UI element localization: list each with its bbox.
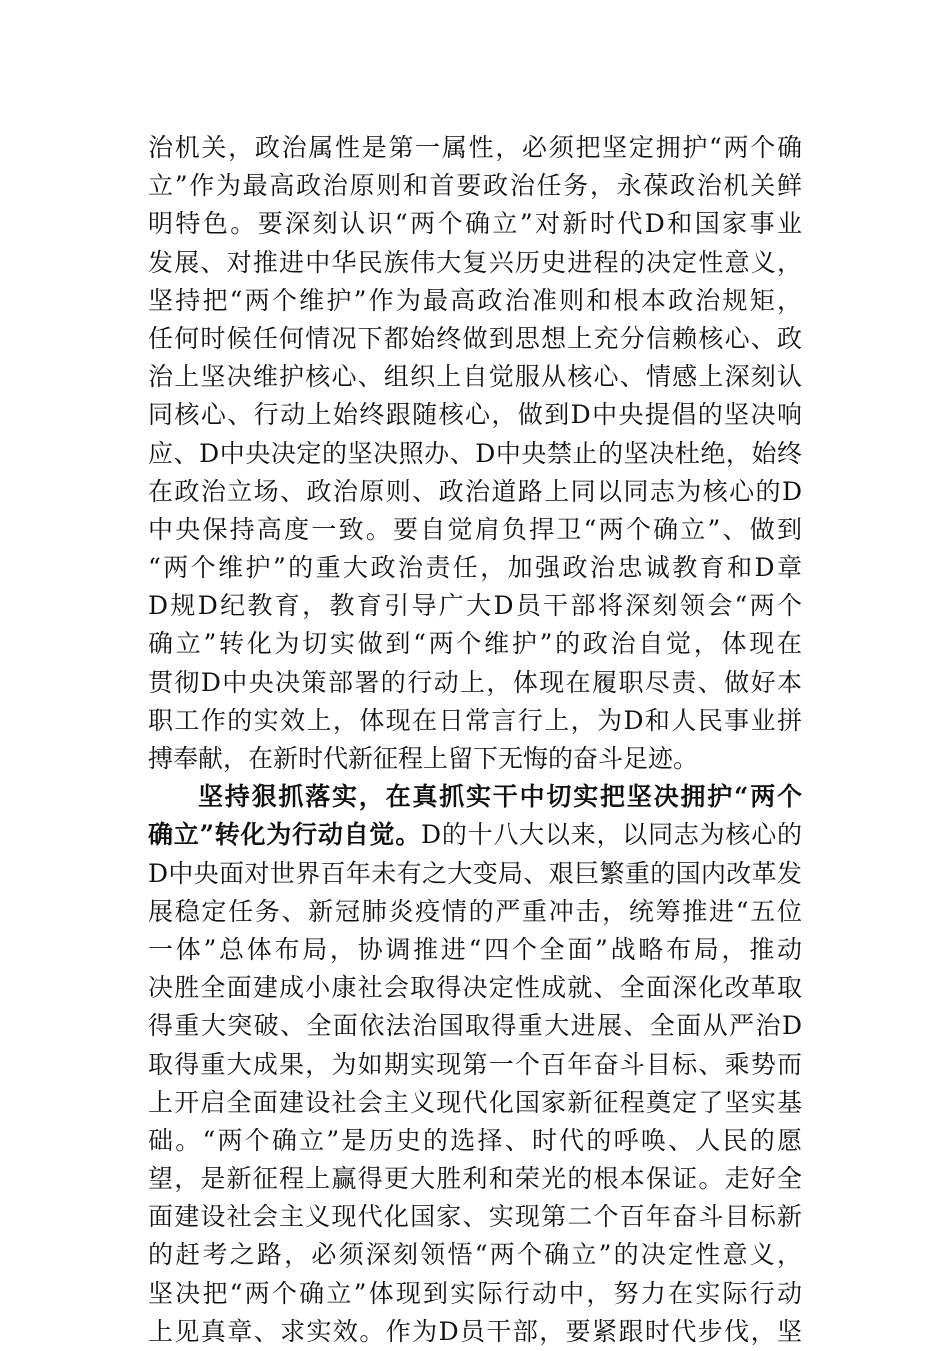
paragraph-2-heading-end: 确立”转化为行动自觉。 xyxy=(148,820,421,850)
paragraph-2-line: 坚决把“两个确立”体现到实际行动中，努力在实际行动 xyxy=(148,1278,802,1308)
paragraph-2-line: D中央面对世界百年未有之大变局、艰巨繁重的国内改革发 xyxy=(148,858,802,888)
paragraph-1-line: 职工作的实效上，体现在日常言行上，为D和人民事业拼 xyxy=(148,705,802,735)
paragraph-1-line: 明特色。要深刻认识“两个确立”对新时代D和国家事业 xyxy=(148,209,802,239)
paragraph-2-line: 础。“两个确立”是历史的选择、时代的呼唤、人民的愿 xyxy=(148,1125,802,1155)
paragraph-2-line: 得重大突破、全面依法治国取得重大进展、全面从严治D xyxy=(148,1011,802,1041)
paragraph-1-line: 坚持把“两个维护”作为最高政治准则和根本政治规矩， xyxy=(148,285,802,315)
paragraph-1-line: 发展、对推进中华民族伟大复兴历史进程的决定性意义， xyxy=(148,247,802,277)
paragraph-2-line: 一体”总体布局，协调推进“四个全面”战略布局，推动 xyxy=(148,934,802,964)
paragraph-2-line: 取得重大成果，为如期实现第一个百年奋斗目标、乘势而 xyxy=(148,1049,802,1079)
paragraph-1-last-line: 搏奉献，在新时代新征程上留下无悔的奋斗足迹。 xyxy=(148,744,699,773)
paragraph-2-line: 上见真章、求实效。作为D员干部，要紧跟时代步伐，坚 xyxy=(148,1316,802,1346)
paragraph-2 xyxy=(148,778,802,1351)
paragraph-1-line: 中央保持高度一致。要自觉肩负捍卫“两个确立”、做到 xyxy=(148,514,802,544)
paragraph-2-mixed-line xyxy=(148,816,802,854)
paragraph-2-line: 上开启全面建设社会主义现代化国家新征程奠定了坚实基 xyxy=(148,1087,802,1117)
paragraph-1 xyxy=(148,129,802,778)
body-text xyxy=(148,129,802,1351)
paragraph-1-line: 任何时候任何情况下都始终做到思想上充分信赖核心、政 xyxy=(148,323,802,353)
paragraph-2-line: 决胜全面建成小康社会取得决定性成就、全面深化改革取 xyxy=(148,973,802,1003)
paragraph-1-line: 治上坚决维护核心、组织上自觉服从核心、情感上深刻认 xyxy=(148,362,802,392)
paragraph-2-line-2-text: D的十八大以来，以同志为核心的 xyxy=(421,820,803,850)
paragraph-1-line: D规D纪教育，教育引导广大D员干部将深刻领会“两个 xyxy=(148,591,802,621)
paragraph-2-heading-line: 坚持狠抓落实，在真抓实干中切实把坚决拥护“两个 xyxy=(198,782,802,812)
paragraph-1-line: 贯彻D中央决策部署的行动上，体现在履职尽责、做好本 xyxy=(148,667,802,697)
paragraph-2-line: 的赶考之路，必须深刻领悟“两个确立”的决定性意义， xyxy=(148,1240,802,1270)
paragraph-2-line: 望，是新征程上赢得更大胜利和荣光的根本保证。走好全 xyxy=(148,1164,802,1194)
paragraph-2-line: 面建设社会主义现代化国家、实现第二个百年奋斗目标新 xyxy=(148,1202,802,1232)
paragraph-1-line: 在政治立场、政治原则、政治道路上同以同志为核心的D xyxy=(148,476,802,506)
paragraph-1-line: 应、D中央决定的坚决照办、D中央禁止的坚决杜绝，始终 xyxy=(148,438,802,468)
paragraph-1-line: 立”作为最高政治原则和首要政治任务，永葆政治机关鲜 xyxy=(148,171,802,201)
paragraph-1-line: “两个维护”的重大政治责任，加强政治忠诚教育和D章 xyxy=(148,553,802,583)
paragraph-1-line: 同核心、行动上始终跟随核心，做到D中央提倡的坚决响 xyxy=(148,400,802,430)
paragraph-1-line: 治机关，政治属性是第一属性，必须把坚定拥护“两个确 xyxy=(148,133,802,162)
paragraph-1-line: 确立”转化为切实做到“两个维护”的政治自觉，体现在 xyxy=(148,629,802,659)
paragraph-2-line: 展稳定任务、新冠肺炎疫情的严重冲击，统筹推进“五位 xyxy=(148,896,802,926)
